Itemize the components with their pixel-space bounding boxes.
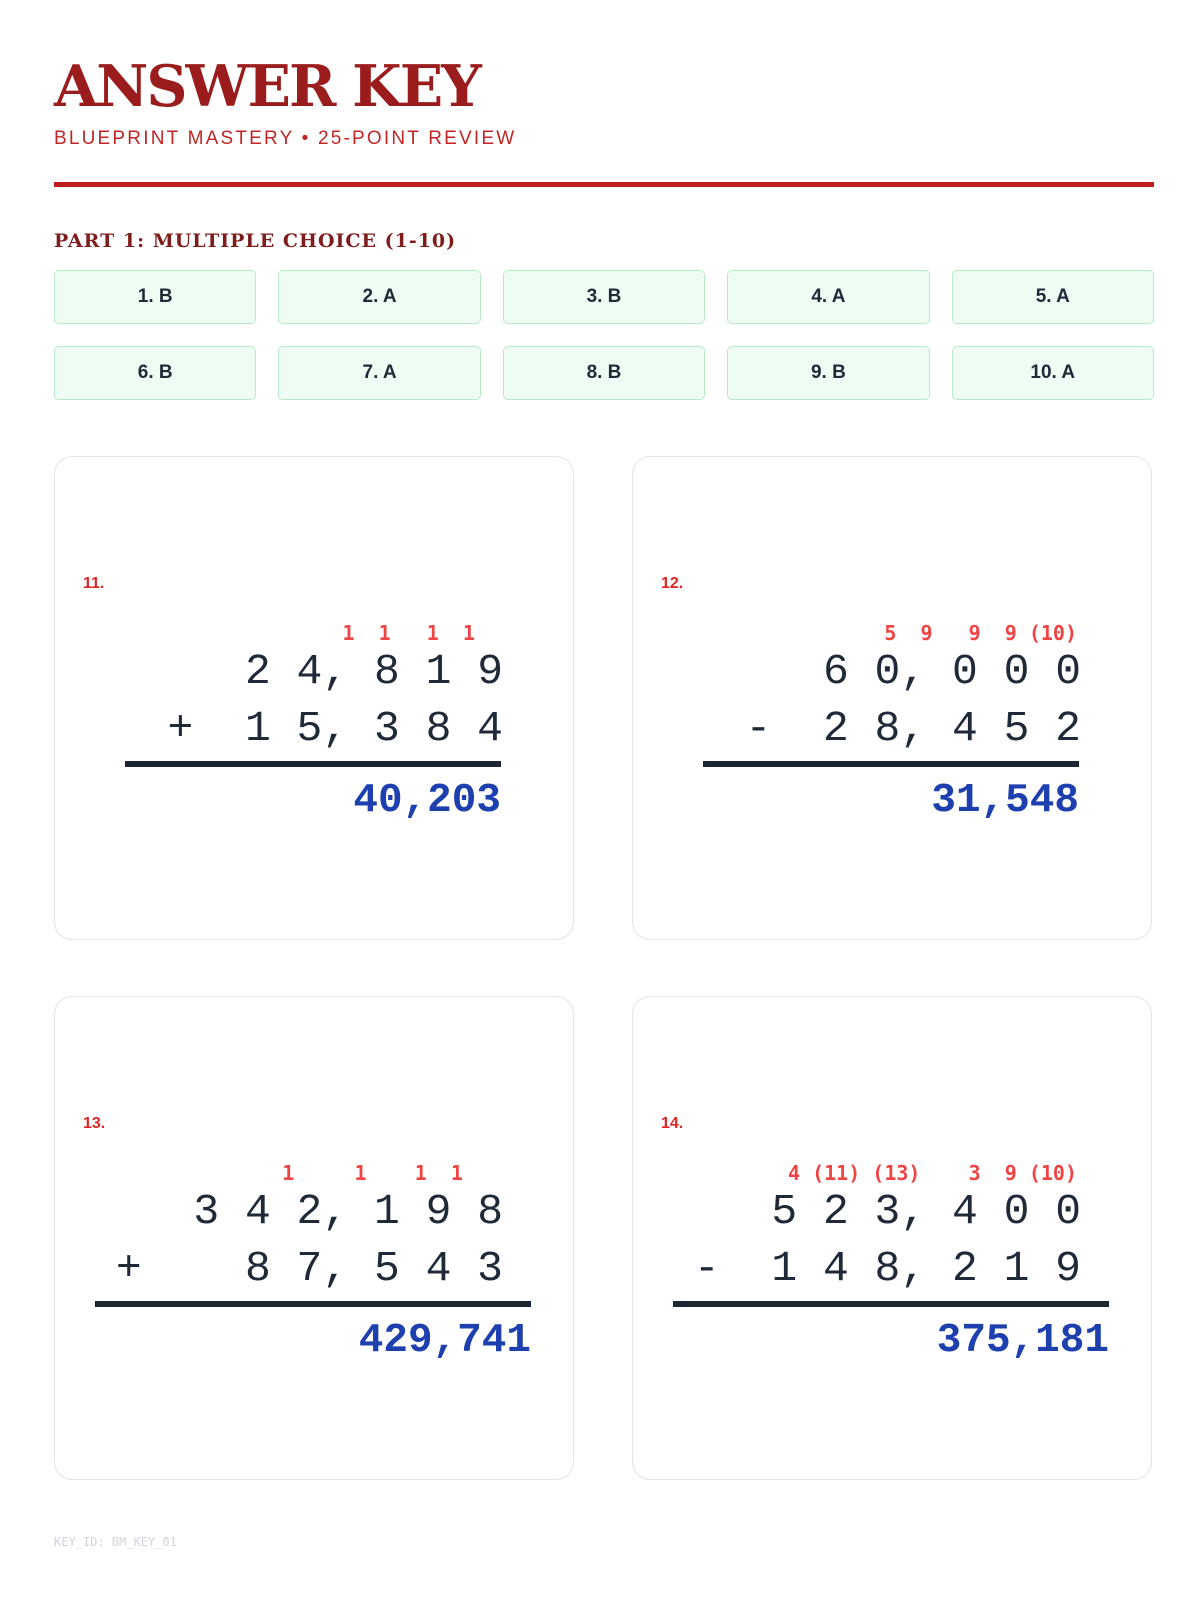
problem-number: 13. bbox=[83, 1115, 106, 1132]
answer-value: 375,181 bbox=[936, 1318, 1109, 1364]
problem-card-12 bbox=[632, 456, 1152, 940]
top-operand: 2 4, 8 1 9 bbox=[244, 647, 503, 696]
mc-answer-8: 8. B bbox=[503, 346, 705, 400]
answer-value: 40,203 bbox=[353, 778, 501, 824]
mc-answer-5: 5. A bbox=[952, 270, 1154, 324]
mc-answer-7: 7. A bbox=[278, 346, 480, 400]
problem-number: 11. bbox=[83, 575, 105, 592]
top-operand: 6 0, 0 0 0 bbox=[822, 647, 1081, 696]
difference-line bbox=[703, 761, 1079, 767]
mc-answer-6: 6. B bbox=[54, 346, 256, 400]
bottom-operand: + 8 7, 5 4 3 bbox=[115, 1244, 503, 1293]
mc-answer-10: 10. A bbox=[952, 346, 1154, 400]
carry-marks: 1 1 1 1 bbox=[342, 621, 499, 645]
mc-answer-3: 3. B bbox=[503, 270, 705, 324]
answer-value: 31,548 bbox=[931, 778, 1079, 824]
mc-answer-1: 1. B bbox=[54, 270, 256, 324]
bottom-operand: - 2 8, 4 5 2 bbox=[745, 704, 1081, 753]
part1-heading: PART 1: MULTIPLE CHOICE (1-10) bbox=[54, 230, 457, 252]
problem-card-14 bbox=[632, 996, 1152, 1480]
problem-number: 12. bbox=[661, 575, 684, 592]
answer-value: 429,741 bbox=[358, 1318, 531, 1364]
multiple-choice-grid bbox=[54, 270, 1154, 400]
difference-line bbox=[673, 1301, 1109, 1307]
problem-card-11 bbox=[54, 456, 574, 940]
key-id: KEY_ID: BM_KEY_01 bbox=[54, 1535, 177, 1549]
mc-answer-2: 2. A bbox=[278, 270, 480, 324]
mc-answer-4: 4. A bbox=[727, 270, 929, 324]
top-operand: 3 4 2, 1 9 8 bbox=[193, 1187, 503, 1236]
header-divider bbox=[54, 182, 1154, 187]
problem-number: 14. bbox=[661, 1115, 684, 1132]
mc-answer-9: 9. B bbox=[727, 346, 929, 400]
sum-line bbox=[95, 1301, 531, 1307]
bottom-operand: + 1 5, 3 8 4 bbox=[167, 704, 503, 753]
page-subtitle: BLUEPRINT MASTERY • 25-POINT REVIEW bbox=[54, 128, 517, 149]
borrow-marks: 4 (11) (13) 3 9 (10) bbox=[788, 1161, 1077, 1185]
sum-line bbox=[125, 761, 501, 767]
top-operand: 5 2 3, 4 0 0 bbox=[771, 1187, 1081, 1236]
borrow-marks: 5 9 9 9 (10) bbox=[884, 621, 1077, 645]
page-title: ANSWER KEY bbox=[54, 53, 480, 120]
carry-marks: 1 1 1 1 bbox=[282, 1161, 499, 1185]
bottom-operand: - 1 4 8, 2 1 9 bbox=[693, 1244, 1081, 1293]
problem-card-13 bbox=[54, 996, 574, 1480]
